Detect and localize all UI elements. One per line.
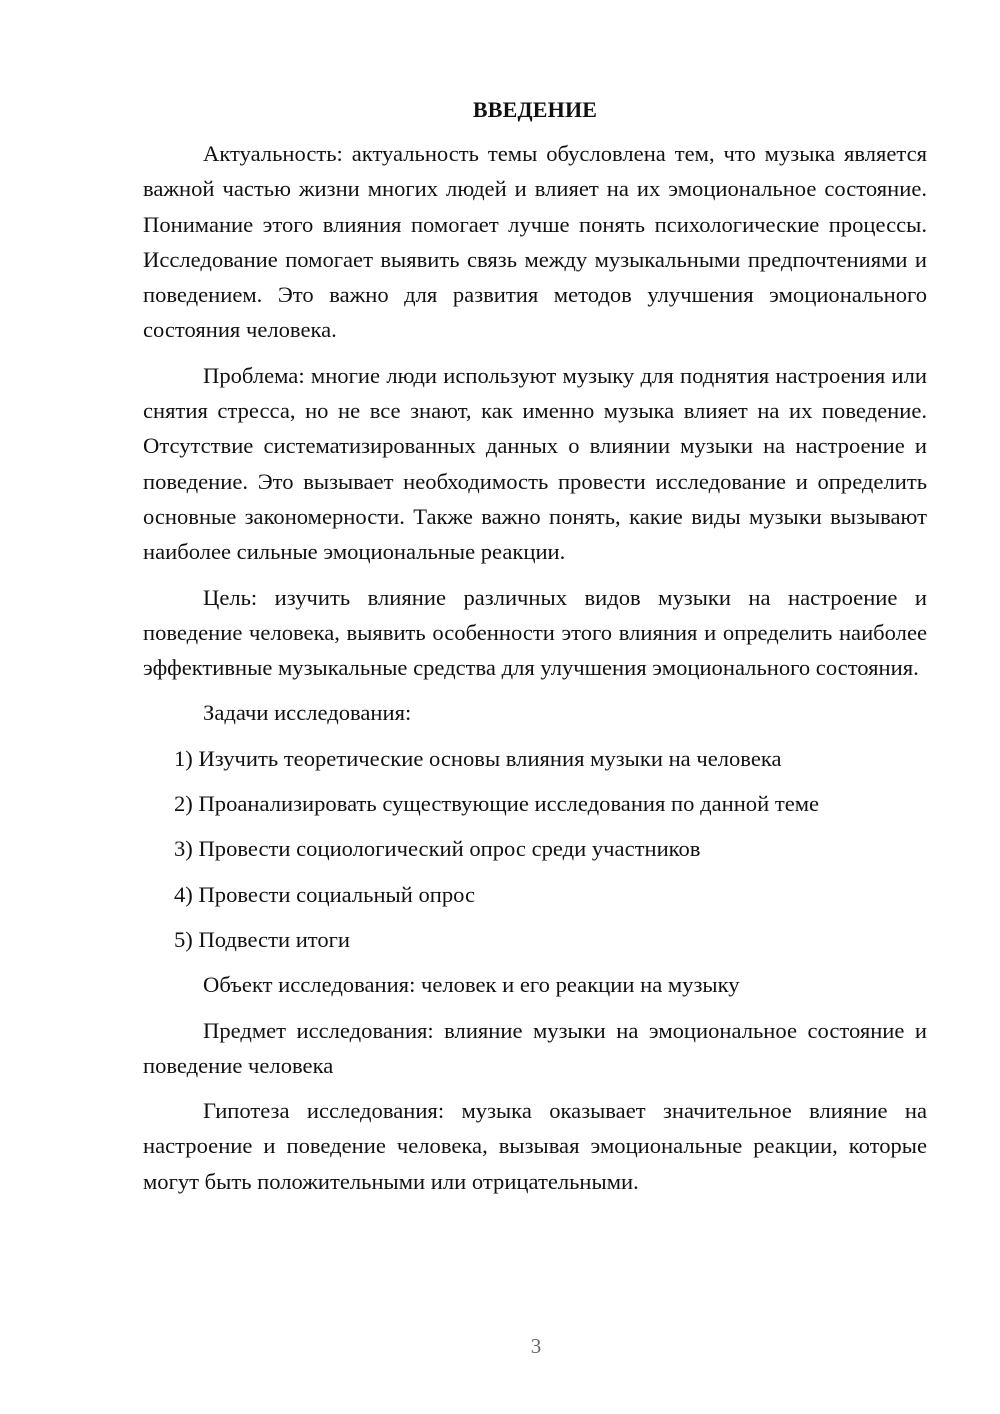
task-item-4: 4) Провести социальный опрос <box>174 881 476 907</box>
hypothesis-paragraph: Гипотеза исследования: музыка оказывает значительное влияние на настроение и поведение человека, вызывая эмоциональные реакции, которые могут быть положительными или отрицательными. <box>143 1098 927 1194</box>
problem-paragraph: Проблема: многие люди используют музыку для поднятия настроения или снятия стресса, но не все знают, как именно музыка влияет на их поведение. Отсутствие систематизированных данных о влиянии музыки на настроение и поведение. Это вызывает необходимость провести исследование и определить основные закономерности. Также важно понять, какие виды музыки вызывают наиболее сильные эмоциональные реакции. <box>143 362 927 565</box>
page-content <box>143 95 927 1209</box>
object-paragraph: Объект исследования: человек и его реакции на музыку <box>203 972 740 998</box>
tasks-list <box>143 741 927 957</box>
task-item-5: 5) Подвести итоги <box>174 926 351 952</box>
page-number: 3 <box>530 1334 542 1358</box>
subject-paragraph: Предмет исследования: влияние музыки на эмоциональное состояние и поведение человека <box>143 1017 927 1078</box>
task-item-3: 3) Провести социологический опрос среди участников <box>174 836 701 862</box>
task-item-2: 2) Проанализировать существующие исследования по данной теме <box>174 791 820 817</box>
goal-paragraph: Цель: изучить влияние различных видов музыки на настроение и поведение человека, выявить особенности этого влияния и определить наиболее эффективные музыкальные средства для улучшения эмоционального состояния. <box>143 584 927 681</box>
relevance-paragraph: Актуальность: актуальность темы обусловлена тем, что музыка является важной частью жизни многих людей и влияет на их эмоциональное состояние. Понимание этого влияния помогает лучше понять психологические процессы. Исследование помогает выявить связь между музыкальными предпочтениями и поведением. Это важно для развития методов улучшения эмоционального состояния человека. <box>143 141 927 343</box>
tasks-title: Задачи исследования: <box>203 700 412 726</box>
section-heading: ВВЕДЕНИЕ <box>472 97 598 122</box>
task-item-1: 1) Изучить теоретические основы влияния музыки на человека <box>174 745 782 771</box>
